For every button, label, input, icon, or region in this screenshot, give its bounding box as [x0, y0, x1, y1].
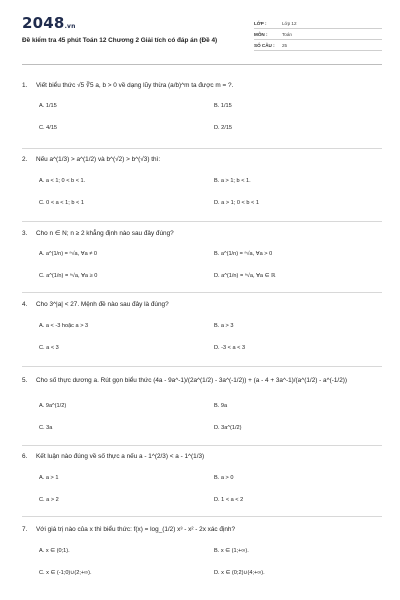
option-b[interactable]: B. a > 0 [214, 475, 234, 481]
option-c[interactable]: C. 4/15 [39, 125, 58, 131]
meta-class: LỚP : Lớp 12 [254, 18, 382, 29]
option-c[interactable]: C. 0 < a < 1; b < 1 [39, 200, 84, 206]
option-d[interactable]: D. a^(1/n) = ⁿ√a, ∀a ∈ ℝ [214, 273, 276, 279]
header-divider [22, 64, 382, 65]
header [22, 14, 382, 48]
option-d[interactable]: D. 3a^(1/2) [214, 425, 242, 431]
question-stem: 6. Kết luận nào đúng về số thực a nếu a - 1^(2/3) < a - 1^(1/3) [22, 453, 205, 460]
question-2 [22, 156, 382, 216]
option-a[interactable]: A. a < 1; 0 < b < 1. [39, 178, 86, 184]
meta-question-count: SỐ CÂU : 25 [254, 40, 382, 51]
exam-meta [254, 18, 382, 51]
option-b[interactable]: B. a^(1/n) = ⁿ√a, ∀a > 0 [214, 251, 273, 257]
question-5 [22, 377, 382, 443]
question-6 [22, 453, 382, 513]
question-7 [22, 526, 382, 586]
option-b[interactable]: B. a > 3 [214, 323, 234, 329]
option-d[interactable]: D. 2/15 [214, 125, 233, 131]
question-stem: 1. Viết biểu thức √5 ∛5 a, b > 0 về dạng lũy thừa (a/b)^m ta được m = ?. [22, 82, 234, 89]
question-divider [22, 516, 382, 517]
option-d[interactable]: D. 1 < a < 2 [214, 497, 244, 503]
question-stem: 7. Với giá trị nào của x thì biểu thức: f(x) = log_(1/2) x³ - x² - 2x xác định? [22, 526, 236, 533]
site-logo[interactable]: 2048.vn [22, 14, 76, 32]
option-b[interactable]: B. a > 1; b < 1. [214, 178, 251, 184]
option-d[interactable]: D. a > 1; 0 < b < 1 [214, 200, 259, 206]
question-divider [22, 221, 382, 222]
option-a[interactable]: A. 1/15 [39, 103, 57, 109]
question-3 [22, 229, 382, 289]
option-d[interactable]: D. x ∈ (0;2)∪(4;+∞). [214, 570, 265, 576]
option-c[interactable]: C. a < 3 [39, 345, 59, 351]
option-a[interactable]: A. x ∈ (0;1). [39, 548, 70, 554]
option-a[interactable]: A. a > 1 [39, 475, 59, 481]
question-stem: 5. Cho số thực dương a. Rút gọn biểu thức (4a - 9a^-1)/(2a^(1/2) - 3a^(-1/2)) + (a - 4 + 3a^-1)/(a^(1/2) - a^(-1/2)) [22, 377, 348, 384]
question-stem: 3. Cho n ∈ N; n ≥ 2 khẳng định nào sau đây đúng? [22, 230, 174, 237]
meta-subject: MÔN : Toán [254, 29, 382, 40]
option-c[interactable]: C. 3a [39, 425, 53, 431]
question-divider [22, 366, 382, 367]
question-stem: 4. Cho 3^|a| < 27. Mệnh đề nào sau đây là đúng? [22, 301, 169, 308]
option-c[interactable]: C. x ∈ (-1;0)∪(2;+∞). [39, 570, 92, 576]
question-divider [22, 292, 382, 293]
option-c[interactable]: C. a^(1/n) = ⁿ√a, ∀a ≥ 0 [39, 273, 98, 279]
question-4 [22, 301, 382, 361]
option-a[interactable]: A. a^(1/n) = ⁿ√a, ∀a ≠ 0 [39, 251, 98, 257]
option-a[interactable]: A. 9a^(1/2) [39, 403, 67, 409]
question-divider [22, 445, 382, 446]
option-b[interactable]: B. 9a [214, 403, 228, 409]
option-d[interactable]: D. -3 < a < 3 [214, 345, 246, 351]
option-c[interactable]: C. a > 2 [39, 497, 59, 503]
option-a[interactable]: A. a < -3 hoặc a > 3 [39, 323, 89, 329]
exam-title: Đề kiểm tra 45 phút Toán 12 Chương 2 Giải tích có đáp án (Đề 4) [22, 37, 218, 44]
option-b[interactable]: B. 1/15 [214, 103, 232, 109]
question-divider [22, 148, 382, 149]
question-stem: 2. Nếu a^(1/3) > a^(1/2) và b^(√2) > b^(√3) thì: [22, 156, 161, 163]
option-b[interactable]: B. x ∈ (1;+∞). [214, 548, 249, 554]
question-1 [22, 81, 382, 141]
